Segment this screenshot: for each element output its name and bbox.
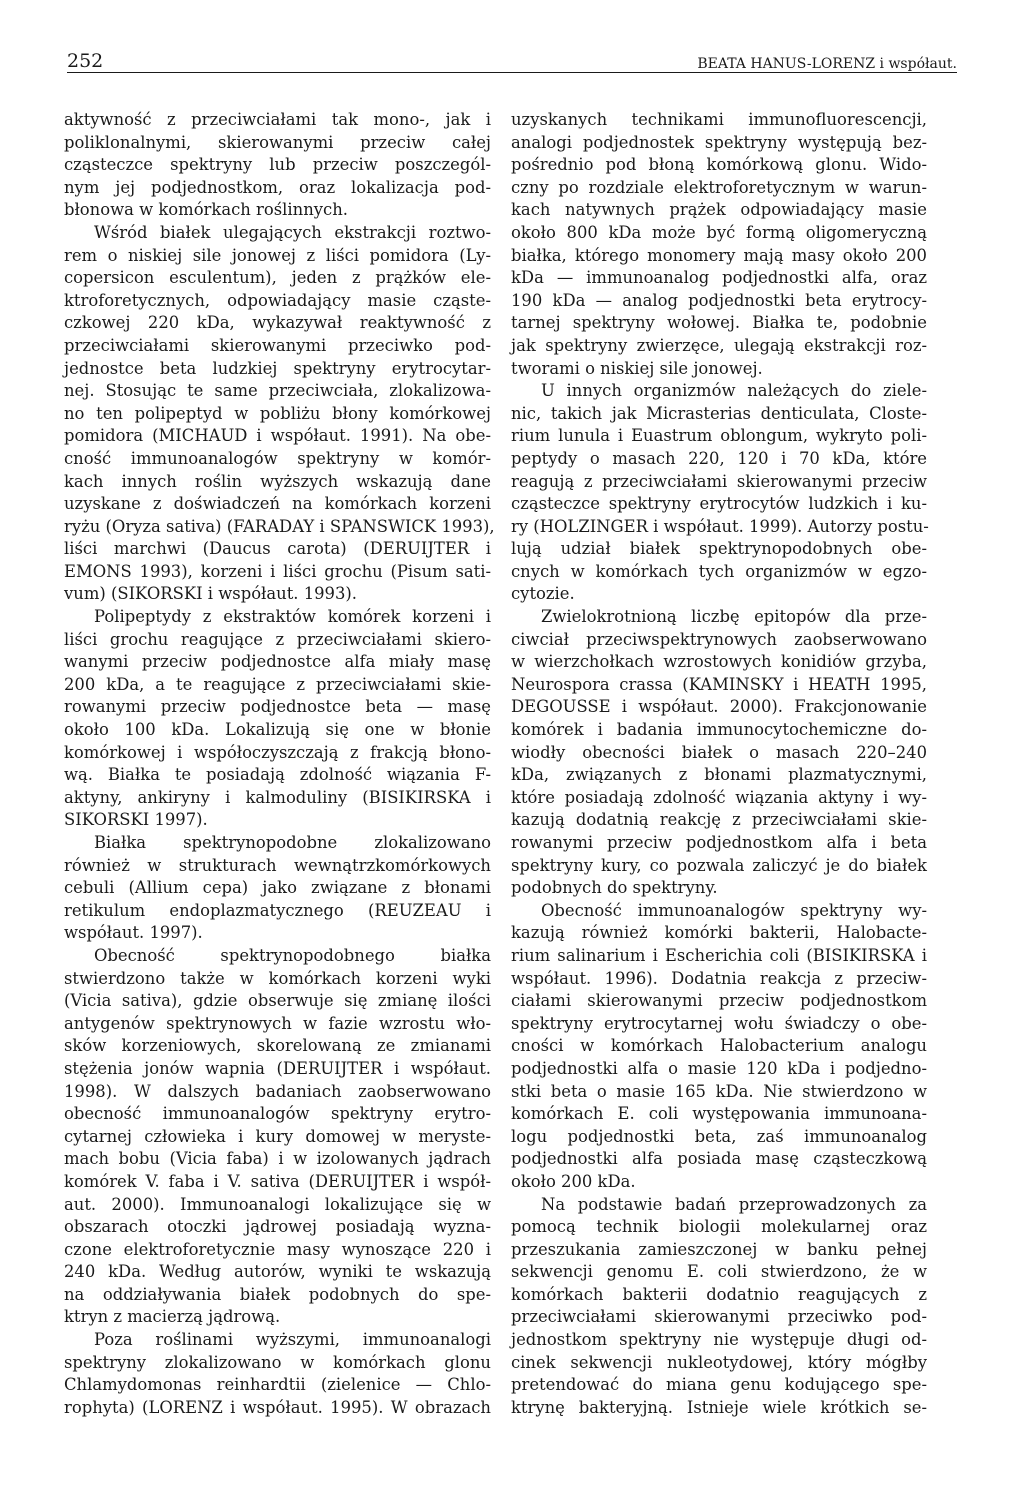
text-line: przeciwciałami skierowanymi przeciwko pod- <box>64 335 491 355</box>
text-line: Białka spektrynopodobne zlokalizowano <box>94 833 491 852</box>
text-line: również w strukturach wewnątrzkomórkowych <box>64 855 491 875</box>
text-line: nej. Stosując te same przeciwciała, zlokalizowa- <box>64 381 491 401</box>
text-line: liści grochu reagujące z przeciwciałami skiero- <box>64 629 491 649</box>
text-line: analogi podjednostek spektryny występują bez- <box>511 132 927 152</box>
text-line: U innych organizmów należących do ziele- <box>541 381 927 401</box>
text-line: Poza roślinami wyższymi, immunoanalogi <box>94 1330 491 1350</box>
text-line: Obecność spektrynopodobnego białka <box>94 945 491 965</box>
text-line: cytarnej człowieka i kury domowej w meryste- <box>64 1126 491 1146</box>
text-line: rowanymi przeciw podjednostce beta — masę <box>64 697 491 717</box>
text-line: copersicon esculentum), jeden z prążków ele- <box>64 268 491 288</box>
text-line: cząsteczce spektryny erytrocytów ludzkich i ku- <box>511 494 927 514</box>
page-number: 252 <box>67 50 104 72</box>
text-line: 190 kDa — analog podjednostki beta erytrocy- <box>511 290 927 310</box>
text-line: komórkowej i współoczyszczają z frakcją błono- <box>64 742 491 762</box>
text-line: 1998). W dalszych badaniach zaobserwowano <box>64 1081 491 1101</box>
text-line: wiodły obecności białek o masach 220–240 <box>511 742 927 762</box>
right-column <box>511 109 927 1419</box>
text-line: w wierzchołkach wzrostowych konidiów grzyba, <box>511 652 927 672</box>
text-line: ciwciał przeciwspektrynowych zaobserwowano <box>511 629 927 649</box>
text-line: rophyta) (LORENZ i współaut. 1995). W obrazach <box>64 1397 491 1417</box>
running-head: BEATA HANUS-LORENZ i współaut. <box>697 56 957 72</box>
left-column <box>64 109 495 1419</box>
text-line: cność immunoanalogów spektryny w komór- <box>64 448 491 468</box>
text-line: aut. 2000). Immunoanalogi lokalizujące się w <box>64 1194 491 1214</box>
text-line: jak spektryny zwierzęce, ulegają ekstrakcji roz- <box>511 335 927 355</box>
text-line: spektryny erytrocytarnej wołu świadczy o obe- <box>511 1013 927 1033</box>
text-line: około 100 kDa. Lokalizują się one w błonie <box>64 720 491 740</box>
text-line: rem o niskiej sile jonowej z liści pomidora (Ly- <box>64 245 491 265</box>
text-line: kDa — immunoanalog podjednostki alfa, oraz <box>511 268 927 288</box>
text-line: cnych w komórkach tych organizmów w egzo- <box>511 561 927 581</box>
text-line: jednostce beta ludzkiej spektryny erytrocytar- <box>64 358 491 378</box>
text-line: białka, którego monomery mają masy około 200 <box>511 245 927 265</box>
text-line: cinek sekwencji nukleotydowej, który mógłby <box>511 1352 927 1372</box>
text-line: SIKORSKI 1997). <box>64 810 208 830</box>
text-line: cytozie. <box>511 584 575 604</box>
text-line: spektryny zlokalizowano w komórkach glonu <box>64 1352 491 1372</box>
text-line: czny po rozdziale elektroforetycznym w warun- <box>511 177 927 197</box>
text-line: Polipeptydy z ekstraktów komórek korzeni i <box>94 607 491 627</box>
header-rule <box>67 72 957 73</box>
text-line: obszarach otoczki jądrowej posiadają wyzna- <box>64 1217 491 1237</box>
text-line: pomidora (MICHAUD i współaut. 1991). Na obe- <box>64 426 491 446</box>
text-line: kach natywnych prążek odpowiadający masie <box>511 200 927 220</box>
text-line: na oddziaływania białek podobnych do spe- <box>64 1284 491 1304</box>
text-line: tarnej spektryny wołowej. Białka te, podobnie <box>511 313 927 333</box>
text-line: Chlamydomonas reinhardtii (zielenice — Chlo- <box>64 1375 491 1395</box>
text-line: ktroforetycznych, odpowiadający masie cząste- <box>64 290 491 310</box>
text-line: komórek i badania immunocytochemiczne do- <box>511 720 927 740</box>
text-line: wą. Białka te posiadają zdolność wiązania F- <box>64 765 491 785</box>
text-line: komórkach bakterii dodatnio reagujących z <box>511 1284 927 1304</box>
text-line: około 800 kDa może być formą oligomeryczną <box>511 222 927 242</box>
text-line: kazują również komórki bakterii, Halobacte- <box>511 923 927 943</box>
text-line: kach innych roślin wyższych wskazują dane <box>64 471 491 491</box>
text-line: 240 kDa. Według autorów, wyniki te wskazują <box>64 1262 491 1282</box>
text-line: tworami o niskiej sile jonowej. <box>511 358 763 378</box>
text-line: rium lunula i Euastrum oblongum, wykryto poli- <box>511 426 927 446</box>
text-line: aktywność z przeciwciałami tak mono-, jak i <box>64 110 491 129</box>
text-line: czone elektroforetycznie masy wynoszące 220 i <box>64 1239 491 1259</box>
text-line: rowanymi przeciw podjednostkom alfa i beta <box>511 833 927 852</box>
text-line: EMONS 1993), korzeni i liści grochu (Pisum sati- <box>64 561 491 581</box>
text-line: kDa, związanych z błonami plazmatycznymi, <box>511 765 927 785</box>
text-line: pomocą technik biologii molekularnej oraz <box>511 1217 927 1237</box>
text-line: stki beta o masie 165 kDa. Nie stwierdzono w <box>511 1081 927 1101</box>
text-line: pretendować do miana genu kodującego spe- <box>511 1375 927 1395</box>
text-line: mach bobu (Vicia faba) i w izolowanych jądrach <box>64 1149 491 1169</box>
text-line: peptydy o masach 220, 120 i 70 kDa, które <box>511 448 927 468</box>
text-line: czkowej 220 kDa, wykazywał reaktywność z <box>64 313 491 333</box>
text-line: uzyskane z doświadczeń na komórkach korzeni <box>64 494 491 514</box>
text-line: około 200 kDa. <box>511 1171 636 1191</box>
text-line: sekwencji genomu E. coli stwierdzono, że w <box>511 1262 927 1282</box>
text-line: rium salinarium i Escherichia coli (BISIKIRSKA i <box>511 945 927 965</box>
text-line: stężenia jonów wapnia (DERUIJTER i współaut. <box>64 1058 491 1078</box>
text-line: 200 kDa, a te reagujące z przeciwciałami skie- <box>64 674 491 694</box>
text-line: współaut. 1997). <box>64 923 203 943</box>
text-line: uzyskanych technikami immunofluorescencji, <box>511 110 927 129</box>
text-line: retikulum endoplazmatycznego (REUZEAU i <box>64 900 491 920</box>
text-line: antygenów spektrynowych w fazie wzrostu wło- <box>64 1013 491 1033</box>
text-line: stwierdzono także w komórkach korzeni wyki <box>64 968 491 988</box>
text-line: ry (HOLZINGER i współaut. 1999). Autorzy postu- <box>511 516 929 536</box>
text-line: cebuli (Allium cepa) jako związane z błonami <box>64 878 491 898</box>
text-line: cności w komórkach Halobacterium analogu <box>511 1036 927 1056</box>
text-line: jednostkom spektryny nie występuje długi od- <box>511 1330 927 1350</box>
text-line: kazują dodatnią reakcję z przeciwciałami skie- <box>511 810 927 830</box>
text-line: podobnych do spektryny. <box>511 878 718 898</box>
text-line: Obecność immunoanalogów spektryny wy- <box>541 900 927 920</box>
text-line: obecność immunoanalogów spektryny erytro- <box>64 1104 491 1124</box>
text-line: reagują z przeciwciałami skierowanymi przeciw <box>511 471 927 491</box>
text-line: Zwielokrotnioną liczbę epitopów dla prze- <box>541 607 927 627</box>
text-line: vum) (SIKORSKI i współaut. 1993). <box>64 584 358 604</box>
text-line: Na podstawie badań przeprowadzonych za <box>541 1194 927 1214</box>
text-line: Wśród białek ulegających ekstrakcji roztwo- <box>94 222 491 242</box>
text-line: sków korzeniowych, skorelowaną ze zmianami <box>64 1036 491 1056</box>
text-line: aktyny, ankiryny i kalmoduliny (BISIKIRSKA i <box>64 787 491 807</box>
text-line: (Vicia sativa), gdzie obserwuje się zmianę ilości <box>64 991 491 1011</box>
text-line: lują udział białek spektrynopodobnych obe- <box>511 539 927 559</box>
text-line: Neurospora crassa (KAMINSKY i HEATH 1995, <box>511 674 927 694</box>
text-line: przeciwciałami skierowanymi przeciwko pod- <box>511 1307 927 1327</box>
text-line: DEGOUSSE i współaut. 2000). Frakcjonowanie <box>511 697 927 717</box>
text-line: pośrednio pod błoną komórkową glonu. Wido- <box>511 155 927 175</box>
text-line: współaut. 1996). Dodatnia reakcja z przeciw- <box>511 968 927 988</box>
text-line: poliklonalnymi, skierowanymi przeciw całej <box>64 132 491 152</box>
text-line: ktryn z macierzą jądrową. <box>64 1307 281 1327</box>
text-line: nym jej podjednostkom, oraz lokalizacja pod- <box>64 177 491 197</box>
text-line: cząsteczce spektryny lub przeciw poszczegól- <box>64 155 491 175</box>
text-line: błonowa w komórkach roślinnych. <box>64 200 348 220</box>
text-line: no ten polipeptyd w pobliżu błony komórkowej <box>64 403 491 423</box>
text-line: podjednostki alfa o masie 120 kDa i podjedno- <box>511 1058 927 1078</box>
text-line: które posiadają zdolność wiązania aktyny i wy- <box>511 787 927 807</box>
text-line: nic, takich jak Micrasterias denticulata, Closte- <box>511 403 927 423</box>
text-line: spektryny kury, co pozwala zaliczyć je do białek <box>511 855 927 875</box>
text-line: komórek V. faba i V. sativa (DERUIJTER i współ- <box>64 1171 491 1191</box>
text-line: logu podjednostki beta, zaś immunoanalog <box>511 1126 927 1146</box>
text-line: ciałami skierowanymi przeciw podjednostkom <box>511 991 927 1011</box>
page-header <box>67 50 957 78</box>
text-line: ryżu (Oryza sativa) (FARADAY i SPANSWICK 1993), <box>64 516 495 536</box>
text-line: komórkach E. coli występowania immunoana- <box>511 1104 927 1124</box>
text-line: ktrynę bakteryjną. Istnieje wiele krótkich se- <box>511 1397 927 1417</box>
text-line: podjednostki alfa posiada masę cząsteczkową <box>511 1149 927 1169</box>
text-line: przeszukania zamieszczonej w banku pełnej <box>511 1239 927 1259</box>
text-line: wanymi przeciw podjednostce alfa miały masę <box>64 652 491 672</box>
text-line: liści marchwi (Daucus carota) (DERUIJTER i <box>64 539 491 559</box>
